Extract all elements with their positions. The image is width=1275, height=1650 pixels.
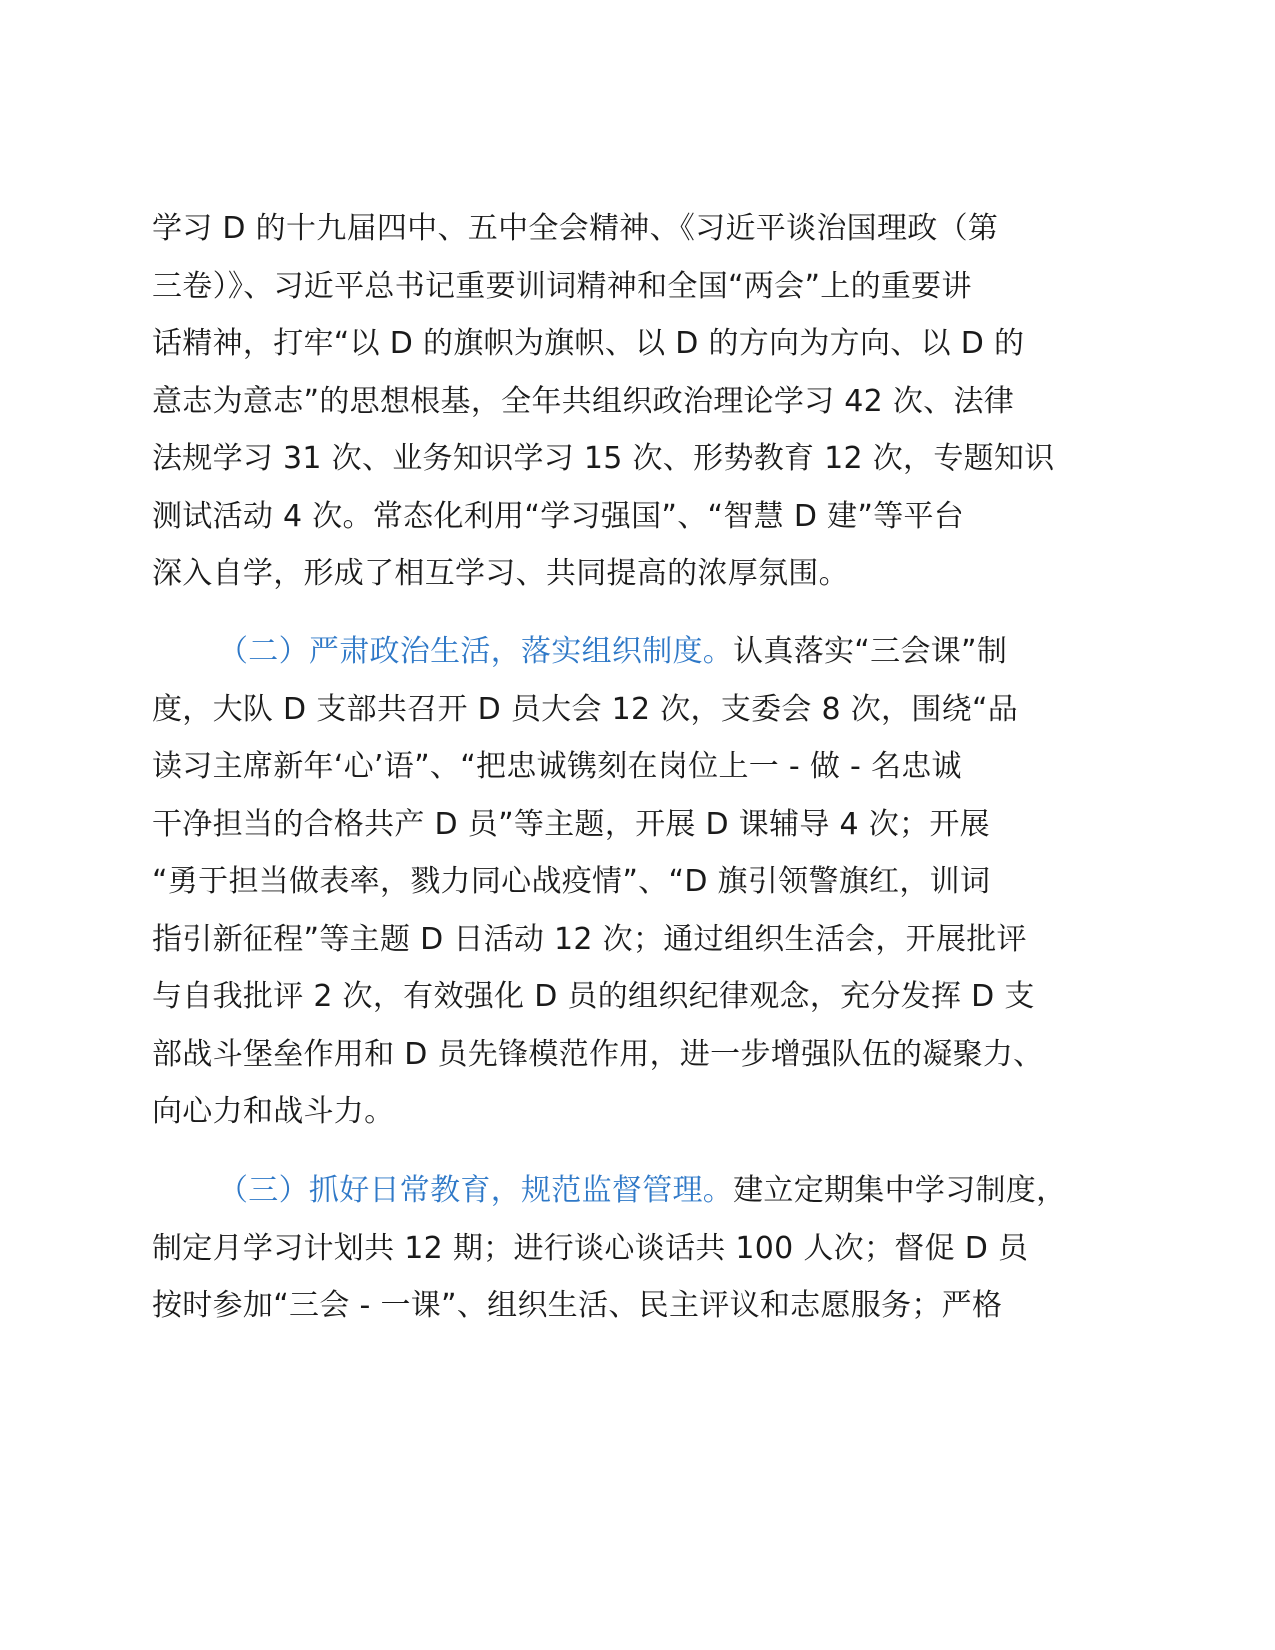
paragraph-line: 干净担当的合格共产 D 员”等主题，开展 D 课辅导 4 次；开展 [152,806,990,842]
paragraph-first-line [152,1162,1142,1220]
paragraph-line: “勇于担当做表率，戮力同心战疫情”、“D 旗引领警旗红，训词 [152,864,991,899]
paragraph-line: 意志为意志”的思想根基，全年共组织政治理论学习 42 次、法律 [152,383,1015,419]
paragraph-line: 学习 D 的十九届四中、五中全会精神、《习近平谈治国理政（第 [152,211,999,246]
paragraph-line: 话精神，打牢“以 D 的旗帜为旗帜、以 D 的方向为方向、以 D 的 [152,326,1025,361]
paragraph-daily-education [152,1162,1142,1335]
paragraph-line: 读习主席新年‘心’语”、“把忠诚镌刻在岗位上一 - 做 - 名忠诚 [152,749,962,784]
paragraph-line: 制定月学习计划共 12 期；进行谈心谈话共 100 人次；督促 D 员 [152,1230,1029,1266]
section-heading: （二）严肃政治生活，落实组织制度。 [218,634,734,669]
paragraph-line: 度，大队 D 支部共召开 D 员大会 12 次，支委会 8 次，围绕“品 [152,691,1019,727]
paragraph-line: 测试活动 4 次。常态化利用“学习强国”、“智慧 D 建”等平台 [152,498,965,534]
paragraph-line: 三卷）》、习近平总书记重要训词精神和全国“两会”上的重要讲 [152,268,972,304]
paragraph-line: 按时参加“三会 - 一课”、组织生活、民主评议和志愿服务；严格 [152,1288,1003,1323]
paragraph-line: 指引新征程”等主题 D 日活动 12 次；通过组织生活会，开展批评 [152,921,1027,957]
paragraph-text: 建立定期集中学习制度， [733,1173,1067,1208]
paragraph-line: 向心力和战斗力。 [152,1094,395,1129]
paragraph-line: 部战斗堡垒作用和 D 员先锋模范作用，进一步增强队伍的凝聚力、 [152,1036,1044,1072]
paragraph-political-life [152,623,1142,1141]
paragraph-line: 与自我批评 2 次，有效强化 D 员的组织纪律观念，充分发挥 D 支 [152,979,1035,1014]
paragraph-text: 认真落实“三会课”制 [733,634,1008,669]
section-heading: （三）抓好日常教育，规范监督管理。 [218,1173,734,1208]
paragraph-line: 深入自学，形成了相互学习、共同提高的浓厚氛围。 [152,556,849,591]
paragraph-study [152,200,1142,603]
paragraph-line: 法规学习 31 次、业务知识学习 15 次、形势教育 12 次，专题知识 [152,441,1055,476]
paragraph-first-line [152,623,1142,681]
